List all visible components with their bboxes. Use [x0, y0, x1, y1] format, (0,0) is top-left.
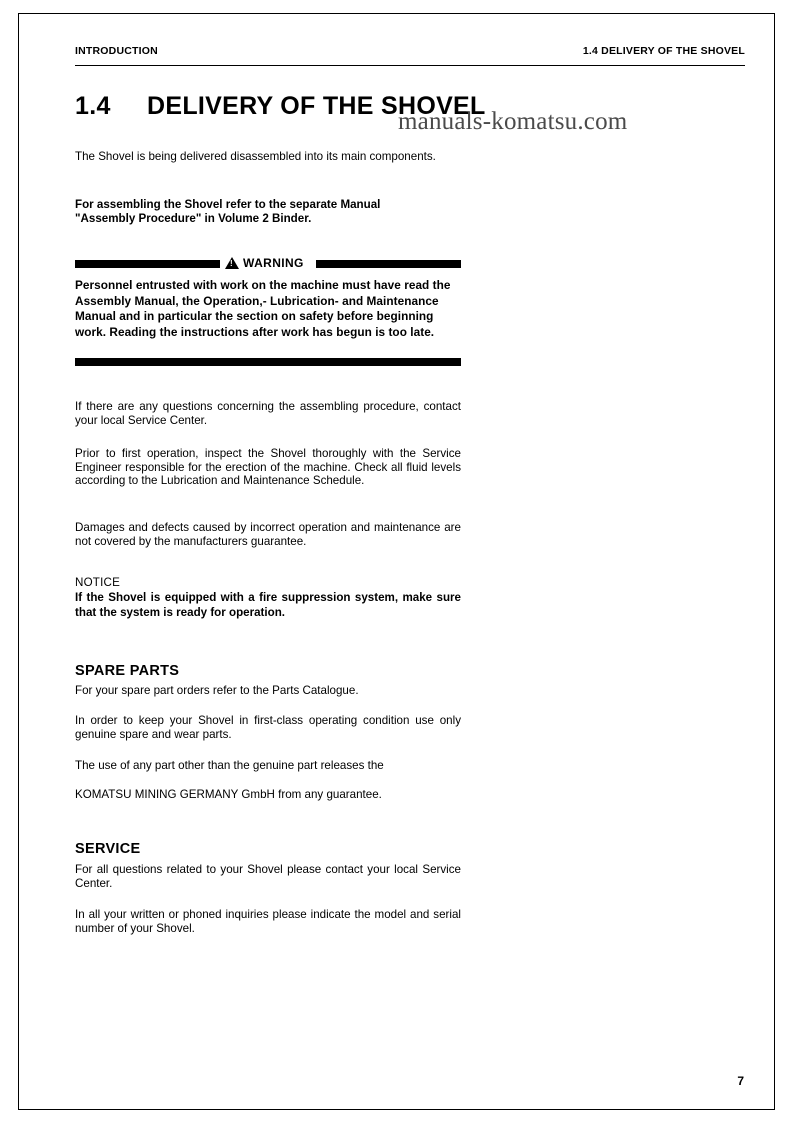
notice-block — [75, 576, 461, 620]
warning-rule-left — [75, 260, 220, 268]
warning-text: Personnel entrusted with work on the machine must have read the Assembly Manual, the Operation,- Lubrication- and Maintenance Manual and in particular the section on safety before beginning work. Reading the instructions after work has begun is too late. — [75, 278, 451, 339]
service-p1-block — [75, 863, 461, 890]
first-operation-paragraph-block — [75, 447, 461, 488]
warning-rule-bottom — [75, 358, 461, 366]
spare-parts-heading: SPARE PARTS — [75, 662, 180, 679]
page-header — [75, 45, 745, 57]
notice-heading: NOTICE — [75, 576, 120, 589]
warning-rule-right — [316, 260, 461, 268]
section-title: DELIVERY OF THE SHOVEL — [147, 92, 486, 120]
questions-paragraph-block — [75, 400, 461, 427]
service-heading: SERVICE — [75, 840, 141, 857]
service-p2: In all your written or phoned inquiries please indicate the model and serial number of your Shovel. — [75, 908, 461, 935]
spare-parts-p3-block — [75, 759, 461, 773]
page-border — [18, 13, 775, 1110]
assembly-note-line1: For assembling the Shovel refer to the separate Manual — [75, 198, 381, 211]
spare-parts-p1: For your spare part orders refer to the Parts Catalogue. — [75, 684, 359, 697]
page-number: 7 — [737, 1074, 744, 1088]
header-divider — [75, 65, 745, 66]
spare-parts-p2-block — [75, 714, 461, 741]
service-p1: For all questions related to your Shovel please contact your local Service Center. — [75, 863, 461, 890]
spare-parts-p2: In order to keep your Shovel in first-class operating condition use only genuine spare and wear parts. — [75, 714, 461, 741]
assembly-note-block — [75, 198, 461, 225]
header-left-label: INTRODUCTION — [75, 45, 158, 57]
assembly-note-line2: "Assembly Procedure" in Volume 2 Binder. — [75, 211, 312, 225]
watermark-text: manuals-komatsu.com — [398, 108, 628, 135]
header-right-label: 1.4 DELIVERY OF THE SHOVEL — [582, 45, 745, 57]
section-number: 1.4 — [75, 92, 111, 120]
service-p2-block — [75, 908, 461, 935]
damages-paragraph: Damages and defects caused by incorrect operation and maintenance are not covered by the manufacturers guarantee. — [75, 521, 461, 548]
spare-parts-p1-block — [75, 684, 461, 698]
spare-parts-p4: KOMATSU MINING GERMANY GmbH from any guarantee. — [75, 788, 382, 801]
spare-parts-p4-block — [75, 788, 461, 802]
warning-header — [75, 256, 461, 273]
spare-parts-p3: The use of any part other than the genuine part releases the — [75, 759, 384, 772]
warning-triangle-icon — [225, 257, 239, 269]
notice-text: If the Shovel is equipped with a fire suppression system, make sure that the system is ready for operation. — [75, 590, 461, 619]
warning-label-text: WARNING — [243, 256, 304, 270]
first-operation-paragraph: Prior to first operation, inspect the Shovel thoroughly with the Service Engineer responsible for the erection of the machine. Check all fluid levels according to the Lubrication and Maintenance Schedule. — [75, 447, 461, 488]
damages-paragraph-block — [75, 521, 461, 548]
intro-paragraph: The Shovel is being delivered disassembled into its main components. — [75, 150, 436, 163]
warning-box — [75, 256, 461, 366]
intro-paragraph-block — [75, 150, 461, 164]
questions-paragraph: If there are any questions concerning the assembling procedure, contact your local Service Center. — [75, 400, 461, 427]
warning-label — [225, 256, 304, 270]
